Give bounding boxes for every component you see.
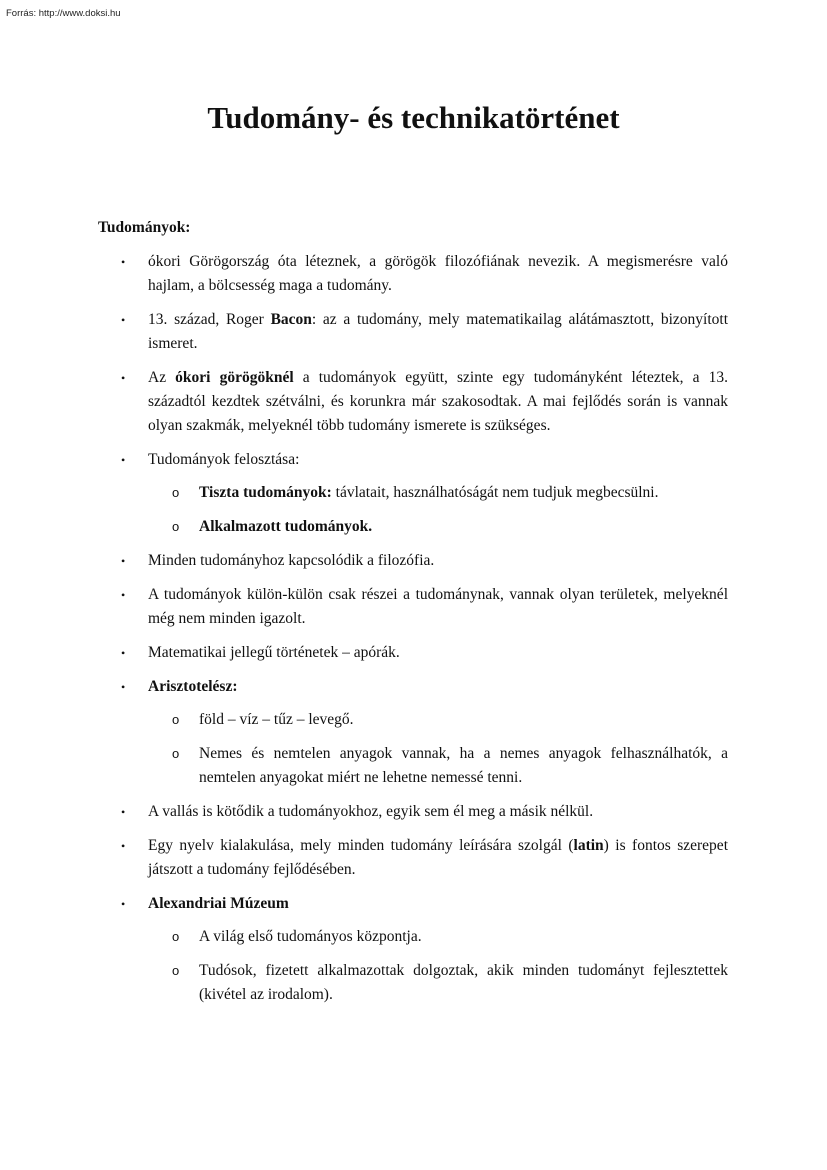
- list-item-text: Egy nyelv kialakulása, mely minden tudomány leírására szolgál (: [148, 837, 574, 854]
- bullet-icon: •: [121, 453, 126, 467]
- list-item: [98, 308, 728, 356]
- bullet-icon: •: [121, 554, 126, 568]
- list-item: [98, 583, 728, 631]
- list-item: [98, 800, 728, 824]
- bullet-icon: •: [121, 897, 126, 911]
- bullet-list: [98, 250, 728, 1007]
- list-item-bold-text: latin: [573, 837, 604, 854]
- list-item-text: A tudományok külön-külön csak részei a tudománynak, vannak olyan területek, melyeknél még nem minden igazolt.: [148, 586, 728, 627]
- sub-list-item: [148, 708, 728, 732]
- bullet-icon: •: [121, 805, 126, 819]
- list-item-bold-text: Bacon: [270, 311, 312, 328]
- sub-list-item: [148, 742, 728, 790]
- list-item: [98, 549, 728, 573]
- list-item-text: a tudományok együtt, szinte egy tudományként léteztek, a 13. századtól kezdtek szétválni, és korunkra már szakosodtak. A mai fejlődés során is vannak olyan szakmák, melyeknél több tudomány ismerete is szükséges.: [148, 369, 728, 434]
- sub-list-item: [148, 959, 728, 1007]
- sub-list-item: [148, 481, 728, 505]
- list-item: [98, 250, 728, 298]
- sub-item-text: Nemes és nemtelen anyagok vannak, ha a nemes anyagok felhasználhatók, a nemtelen anyagokat miért ne lehetne nemessé tenni.: [199, 745, 728, 786]
- list-item-text: Minden tudományhoz kapcsolódik a filozófia.: [148, 552, 435, 569]
- circle-bullet-icon: o: [172, 712, 180, 727]
- source-note: Forrás: http://www.doksi.hu: [6, 8, 121, 19]
- list-item: [98, 366, 728, 438]
- circle-bullet-icon: o: [172, 519, 180, 534]
- document-body: [98, 250, 728, 1017]
- circle-bullet-icon: o: [172, 485, 180, 500]
- bullet-icon: •: [121, 680, 126, 694]
- list-item: [98, 641, 728, 665]
- list-item-bold-text: Alexandriai Múzeum: [148, 895, 289, 912]
- section-heading: Tudományok:: [98, 219, 191, 236]
- bullet-icon: •: [121, 313, 126, 327]
- list-item: [98, 892, 728, 1007]
- list-item-text: 13. század, Roger: [148, 311, 271, 328]
- list-item-text: Tudományok felosztása:: [148, 451, 300, 468]
- sub-item-text: A világ első tudományos központja.: [199, 928, 422, 945]
- sub-item-text: föld – víz – tűz – levegő.: [199, 711, 354, 728]
- sub-item-text: távlatait, használhatóságát nem tudjuk megbecsülni.: [331, 484, 659, 501]
- sub-list: [148, 925, 728, 1007]
- list-item-text: A vallás is kötődik a tudományokhoz, egyik sem él meg a másik nélkül.: [148, 803, 594, 820]
- list-item: [98, 675, 728, 790]
- bullet-icon: •: [121, 255, 126, 269]
- list-item: [98, 448, 728, 539]
- circle-bullet-icon: o: [172, 929, 180, 944]
- sub-item-bold-text: Tiszta tudományok:: [199, 484, 332, 501]
- bullet-icon: •: [121, 371, 126, 385]
- sub-list-item: [148, 515, 728, 539]
- bullet-icon: •: [121, 839, 126, 853]
- sub-list: [148, 481, 728, 539]
- sub-item-bold-text: Alkalmazott tudományok.: [199, 518, 373, 535]
- page-title: Tudomány- és technikatörténet: [207, 100, 620, 135]
- list-item-text: : az a tudomány, mely matematikailag alátámasztott, bizonyított ismeret.: [148, 311, 728, 352]
- list-item-text: Matematikai jellegű történetek – apórák.: [148, 644, 400, 661]
- circle-bullet-icon: o: [172, 746, 180, 761]
- list-item-text: ókori Görögország óta léteznek, a görögök filozófiának nevezik. A megismerésre való hajlam, a bölcsesség maga a tudomány.: [148, 253, 728, 294]
- sub-item-text: Tudósok, fizetett alkalmazottak dolgoztak, akik minden tudományt fejlesztettek (kivétel az irodalom).: [199, 962, 728, 1003]
- bullet-icon: •: [121, 588, 126, 602]
- list-item-text: Az: [148, 369, 176, 386]
- list-item-text: ) is fontos szerepet játszott a tudomány fejlődésében.: [148, 837, 728, 878]
- bullet-icon: •: [121, 646, 126, 660]
- list-item-bold-text: Arisztotelész:: [148, 678, 238, 695]
- sub-list-item: [148, 925, 728, 949]
- circle-bullet-icon: o: [172, 963, 180, 978]
- list-item-bold-text: ókori görögöknél: [175, 369, 294, 386]
- sub-list: [148, 708, 728, 790]
- list-item: [98, 834, 728, 882]
